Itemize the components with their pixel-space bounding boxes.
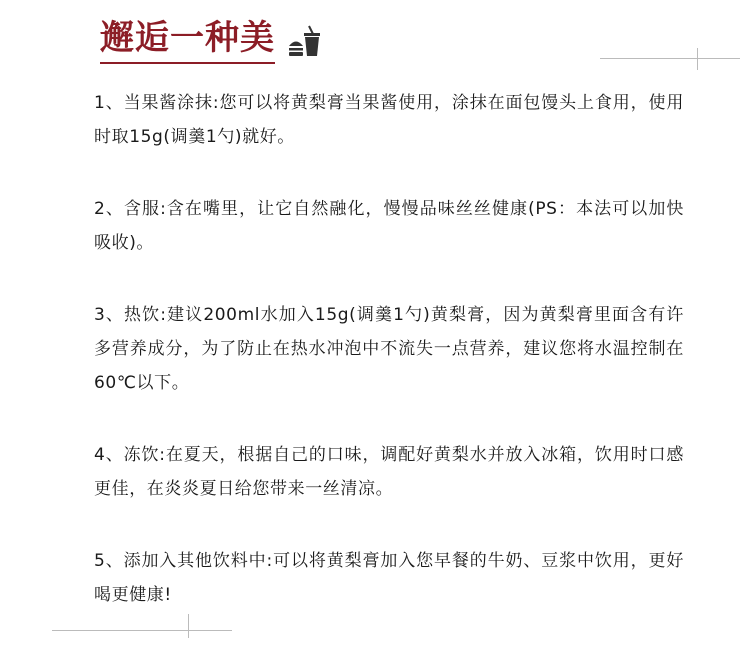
section-title: 邂逅一种美 bbox=[100, 18, 275, 64]
usage-item-hot-drink: 3、热饮:建议200ml水加入15g(调羹1勺)黄梨膏，因为黄梨膏里面含有许多营养成分，为了防止在热水冲泡中不流失一点营养，建议您将水温控制在60℃以下。 bbox=[94, 305, 684, 393]
crop-mark-top-horizontal bbox=[600, 58, 740, 59]
crop-mark-top-vertical bbox=[697, 48, 698, 70]
burger-drink-icon bbox=[287, 24, 323, 58]
section-header bbox=[100, 14, 323, 64]
usage-item-cold-drink: 4、冻饮:在夏天，根据自己的口味，调配好黄梨水并放入冰箱，饮用时口感更佳，在炎炎夏日给您带来一丝清凉。 bbox=[94, 445, 684, 499]
usage-item-add-to-beverages: 5、添加入其他饮料中:可以将黄梨膏加入您早餐的牛奶、豆浆中饮用，更好喝更健康! bbox=[94, 551, 684, 605]
usage-item-hold-in-mouth: 2、含服:含在嘴里，让它自然融化，慢慢品味丝丝健康(PS：本法可以加快吸收)。 bbox=[94, 199, 684, 253]
usage-list bbox=[94, 86, 684, 650]
usage-item-jam: 1、当果酱涂抹:您可以将黄梨膏当果酱使用，涂抹在面包馒头上食用，使用时取15g(调羹1勺)就好。 bbox=[94, 93, 684, 147]
